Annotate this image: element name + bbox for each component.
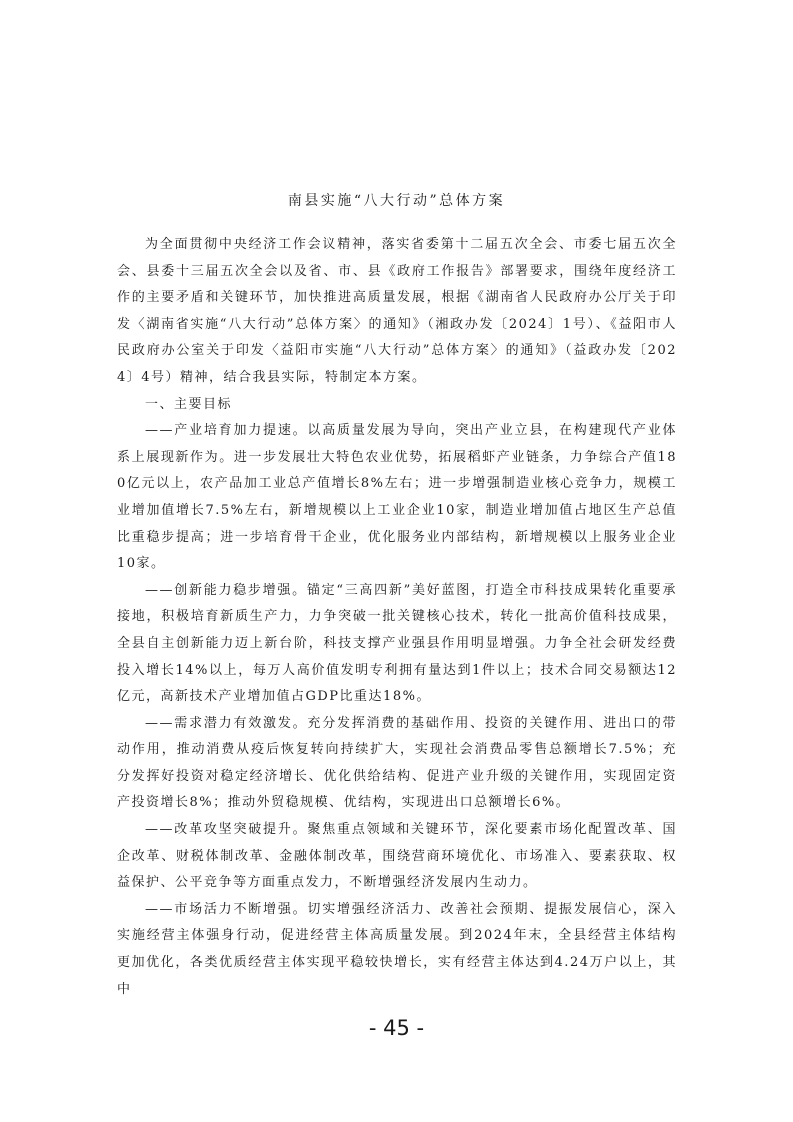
- goal-paragraph-market: ——市场活力不断增强。切实增强经济活力、改善社会预期、提振发展信心，深入实施经营主体强身行动，促进经营主体高质量发展。到2024年末，全县经营主体结构更加优化，各类优质经营主体实现平稳较快增长，实有经营主体达到4.24万户以上，其中: [117, 901, 677, 997]
- document-title: 南县实施“八大行动”总体方案: [287, 193, 506, 209]
- goal-paragraph-industry: ——产业培育加力提速。以高质量发展为导向，突出产业立县，在构建现代产业体系上展现新作为。进一步发展壮大特色农业优势，拓展稻虾产业链条，力争综合产值180亿元以上，农产品加工业总产值增长8%左右；进一步增强制造业核心竞争力，规模工业增加值增长7.5%左右，新增规模以上工业企业10家，制造业增加值占地区生产总值比重稳步提高；进一步培育骨干企业，优化服务业内部结构，新增规模以上服务业企业10家。: [117, 423, 677, 572]
- section-heading: 一、主要目标: [145, 396, 233, 412]
- goal-paragraph-demand: ——需求潜力有效激发。充分发挥消费的基础作用、投资的关键作用、进出口的带动作用，推动消费从疫后恢复转向持续扩大，实现社会消费品零售总额增长7.5%；充分发挥好投资对稳定经济增长、优化供给结构、促进产业升级的关键作用，实现固定资产投资增长8%；推动外贸稳规模、优结构，实现进出口总额增长6%。: [117, 715, 677, 811]
- goal-paragraph-innovation: ——创新能力稳步增强。锚定“三高四新”美好蓝图，打造全市科技成果转化重要承接地，积极培育新质生产力，力争突破一批关键核心技术，转化一批高价值科技成果，全县自主创新能力迈上新台阶，科技支撑产业强县作用明显增强。力争全社会研发经费投入增长14%以上，每万人高价值发明专利拥有量达到1件以上；技术合同交易额达12亿元，高新技术产业增加值占GDP比重达18%。: [117, 582, 677, 705]
- goal-paragraph-reform: ——改革攻坚突破提升。聚焦重点领域和关键环节，深化要素市场化配置改革、国企改革、财税体制改革、金融体制改革，围绕营商环境优化、市场准入、要素获取、权益保护、公平竞争等方面重点发力，不断增强经济发展内生动力。: [117, 822, 677, 891]
- document-body: [117, 232, 677, 1003]
- intro-paragraph: 为全面贯彻中央经济工作会议精神，落实省委第十二届五次全会、市委七届五次全会、县委十三届五次全会以及省、市、县《政府工作报告》部署要求，围绕年度经济工作的主要矛盾和关键环节，加快推进高质量发展，根据《湖南省人民政府办公厅关于印发〈湖南省实施“八大行动”总体方案〉的通知》（湘政办发〔2024〕1号）、《益阳市人民政府办公室关于印发〈益阳市实施“八大行动”总体方案〉的通知》（益政办发〔2024〕4号）精神，结合我县实际，特制定本方案。: [117, 237, 677, 385]
- page-number: - 45 -: [368, 1016, 425, 1040]
